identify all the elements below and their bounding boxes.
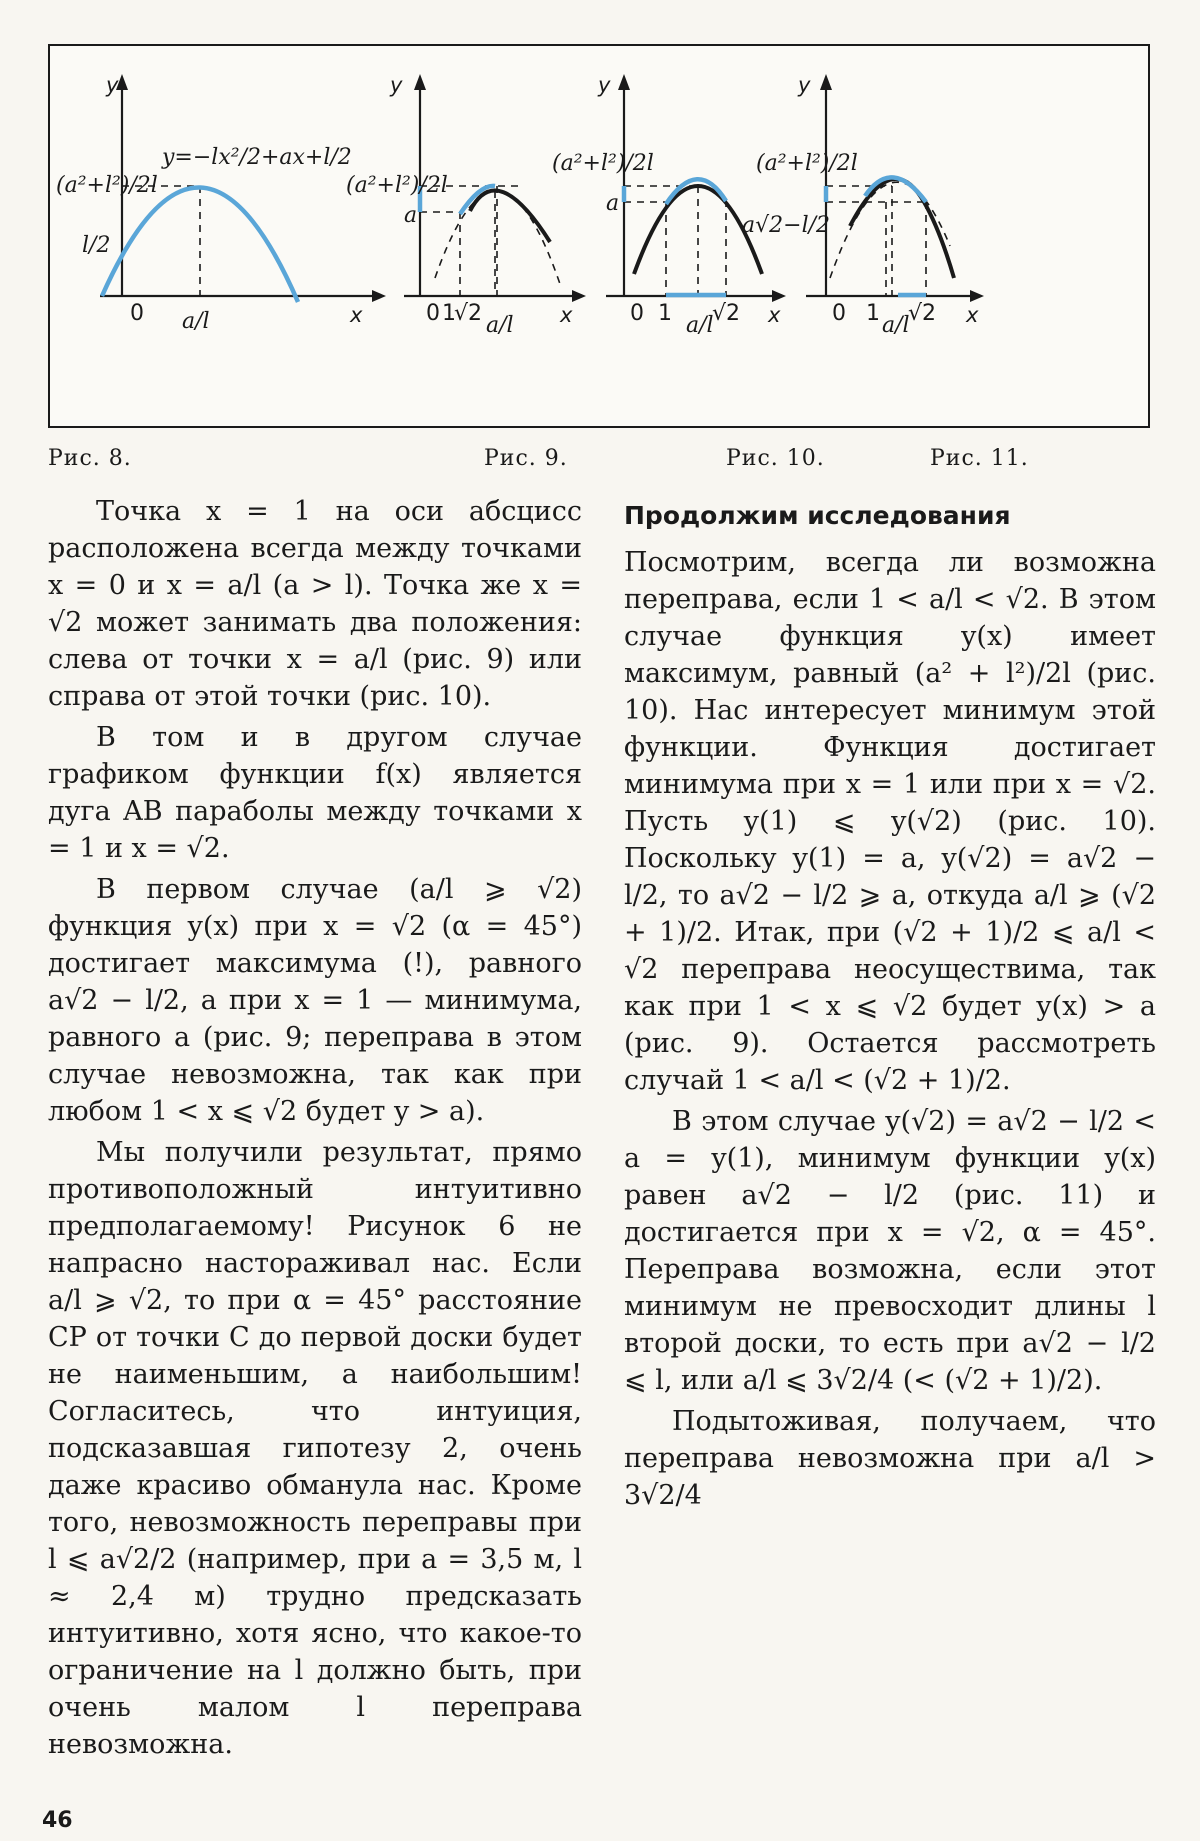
right-paragraph-3: Подытоживая, получаем, что переправа невозможна при a/l > 3√2/4 [624, 1406, 1156, 1511]
figure-10 [552, 73, 786, 338]
fig11-x-arrow-icon [970, 290, 984, 302]
left-column [48, 493, 582, 1767]
fig9-origin-label: 0 [426, 301, 440, 326]
left-paragraph-1: Точка x = 1 на оси абсцисс расположена всегда между точками x = 0 и x = a/l (a > l). Точка же x = √2 может занимать два положения: слева от точки x = a/l (рис. 9) или справа от этой точки (рис. 10). [48, 496, 582, 712]
fig10-x-arrow-icon [772, 290, 786, 302]
fig9-a-label: a [404, 203, 418, 228]
fig10-a-label: a [606, 191, 620, 216]
left-paragraph-3: В первом случае (a/l ⩾ √2) функция y(x) при x = √2 (α = 45°) достигает максимума (!), равного a√2 − l/2, а при x = 1 — минимума, равного a (рис. 9; переправа в этом случае невозможна, так как при любом 1 < x ⩽ √2 будет y > a). [48, 874, 582, 1127]
fig11-y-label: y [798, 73, 811, 97]
fig9-x1-label: 1 [442, 301, 456, 326]
fig10-origin-label: 0 [630, 301, 644, 326]
fig8-y-label: y [106, 73, 119, 97]
section-heading: Продолжим исследования [624, 501, 1011, 530]
fig11-parabola-dashed [830, 182, 950, 278]
fig9-parabola-black [470, 190, 550, 242]
fig10-max-label: (a²+l²)/2l [552, 151, 654, 176]
fig9-y-label: y [390, 73, 403, 97]
fig8-max-label: (a²+l²)/2l [56, 173, 158, 198]
fig10-sqrt2-label: √2 [712, 301, 741, 326]
figure-8 [56, 73, 386, 334]
figure-panel [48, 44, 1150, 428]
fig8-origin-label: 0 [130, 301, 144, 326]
fig11-x1-label: 1 [866, 301, 880, 326]
fig9-y-arrow-icon [414, 74, 426, 90]
right-paragraph-2: В этом случае y(√2) = a√2 − l/2 < a = y(1), минимум функции y(x) равен a√2 − l/2 (рис. 11) и достигается при x = √2, α = 45°. Переправа возможна, если этот минимум не превосходит длины l второй доски, то есть при a√2 − l/2 ⩽ l, или a/l ⩽ 3√2/4 (< (√2 + 1)/2). [624, 1106, 1156, 1396]
fig11-origin-label: 0 [832, 301, 846, 326]
fig9-xmax-label: a/l [486, 313, 514, 338]
fig11-sqrt2-label: √2 [908, 301, 937, 326]
left-paragraph-2: В том и в другом случае графиком функции f(x) является дуга AB параболы между точками x = 1 и x = √2. [48, 722, 582, 864]
figure-9 [346, 73, 586, 338]
fig9-max-label: (a²+l²)/2l [346, 173, 448, 198]
fig10-arc-blue [666, 179, 726, 204]
caption-fig10: Рис. 10. [726, 446, 825, 471]
right-paragraph-1: Посмотрим, всегда ли возможна переправа, если 1 < a/l < √2. В этом случае функция y(x) имеет максимум, равный (a² + l²)/2l (рис. 10). Нас интересует минимум этой функции. Функция достигает минимума при x = 1 или при x = √2. Пусть y(1) ⩽ y(√2) (рис. 10). Поскольку y(1) = a, y(√2) = a√2 − l/2, то a√2 − l/2 ⩾ a, откуда a/l ⩾ (√2 + 1)/2. Итак, при (√2 + 1)/2 ⩽ a/l < √2 переправа неосуществима, так как при 1 < x ⩽ √2 будет y(x) > a (рис. 9). Остается рассмотреть случай 1 < a/l < (√2 + 1)/2. [624, 547, 1156, 1096]
fig11-value-label: a√2−l/2 [742, 213, 831, 238]
fig8-formula: y=−lx²/2+ax+l/2 [162, 145, 352, 170]
fig8-x-arrow-icon [372, 290, 386, 302]
caption-fig8: Рис. 8. [48, 446, 132, 471]
fig8-x-label: x [350, 303, 363, 327]
right-column [624, 497, 1156, 1518]
figures-svg [50, 46, 1152, 430]
left-paragraph-4: Мы получили результат, прямо противоположный интуитивно предполагаемому! Рисунок 6 не напрасно настораживал нас. Если a/l ⩾ √2, то при α = 45° расстояние CP от точки C до первой доски будет не наименьшим, а наибольшим! Согласитесь, что интуиция, подсказавшая гипотезу 2, очень даже красиво обманула нас. Кроме того, невозможность переправы при l ⩽ a√2/2 (например, при a = 3,5 м, l ≈ 2,4 м) трудно предсказать интуитивно, хотя ясно, что какое-то ограничение на l должно быть, при очень малом l переправа невозможна. [48, 1137, 582, 1760]
fig8-intercept-label: l/2 [82, 233, 111, 258]
fig11-max-label: (a²+l²)/2l [756, 151, 858, 176]
fig11-x-label: x [966, 303, 979, 327]
fig10-x-label: x [768, 303, 781, 327]
fig11-y-arrow-icon [820, 74, 832, 90]
fig10-x1-label: 1 [658, 301, 672, 326]
fig10-y-label: y [598, 73, 611, 97]
fig10-y-arrow-icon [618, 74, 630, 90]
caption-fig11: Рис. 11. [930, 446, 1029, 471]
fig9-x-arrow-icon [572, 290, 586, 302]
caption-fig9: Рис. 9. [484, 446, 568, 471]
fig8-xmax-label: a/l [182, 309, 210, 334]
page-number: 46 [42, 1808, 73, 1833]
fig9-x-label: x [560, 303, 573, 327]
fig10-xmax-label: a/l [686, 313, 714, 338]
fig11-xmax-label: a/l [882, 313, 910, 338]
fig9-sqrt2-label: √2 [454, 301, 483, 326]
